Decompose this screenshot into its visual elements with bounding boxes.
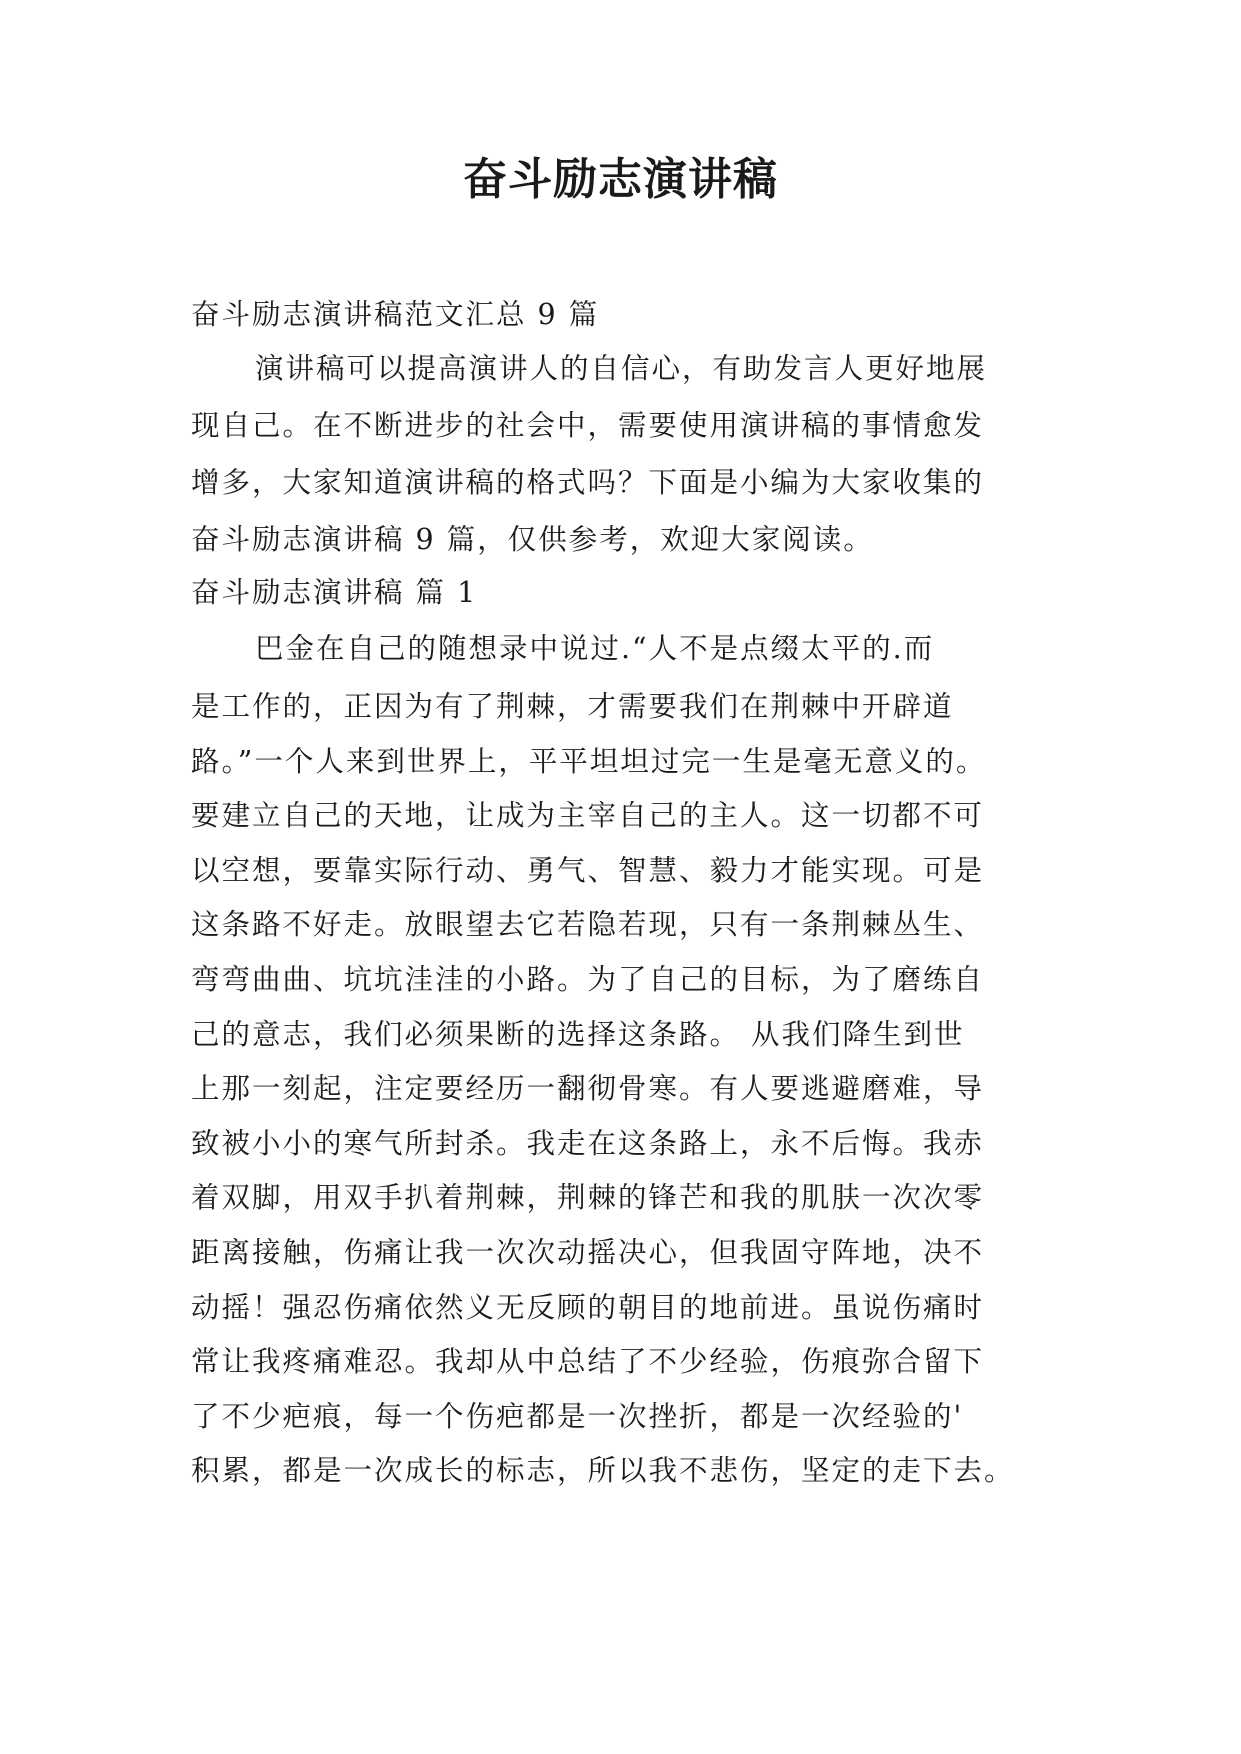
text-line: 这条路不好走。放眼望去它若隐若现，只有一条荆棘丛生、 [191,908,985,942]
text-line: 己的意志，我们必须果断的选择这条路。 从我们降生到世 [191,1017,965,1051]
text-line: 积累，都是一次成长的标志，所以我不悲伤，坚定的走下去。 [191,1454,1015,1488]
text-line: 致被小小的寒气所封杀。我走在这条路上，永不后悔。我赤 [191,1126,985,1160]
text-line: 着双脚，用双手扒着荆棘，荆棘的锋芒和我的肌肤一次次零 [191,1181,985,1215]
text-line: 演讲稿可以提高演讲人的自信心，有助发言人更好地展 [255,352,988,385]
text-line: 要建立自己的天地，让成为主宰自己的主人。这一切都不可 [191,799,985,833]
text-line: 是工作的，正因为有了荆棘，才需要我们在荆棘中开辟道 [191,690,954,723]
text-line: 增多，大家知道演讲稿的格式吗？下面是小编为大家收集的 [191,466,985,499]
text-line: 了不少疤痕，每一个伤疤都是一次挫折，都是一次经验的' [191,1399,964,1433]
section-heading: 奋斗励志演讲稿 篇 1 [191,576,478,609]
text-line: 以空想，要靠实际行动、勇气、智慧、毅力才能实现。可是 [191,853,985,887]
text-line: 巴金在自己的随想录中说过.“人不是点缀太平的.而 [255,632,935,665]
text-line: 上那一刻起，注定要经历一翻彻骨寒。有人要逃避磨难，导 [191,1072,985,1106]
text-line: 现自己。在不断进步的社会中，需要使用演讲稿的事情愈发 [191,409,985,442]
text-line: 弯弯曲曲、坑坑洼洼的小路。为了自己的目标，为了磨练自 [191,962,985,996]
text-line: 路。”一个人来到世界上，平平坦坦过完一生是毫无意义的。 [191,744,987,778]
text-line: 常让我疼痛难忍。我却从中总结了不少经验，伤痕弥合留下 [191,1345,985,1379]
intro-paragraph [191,340,1091,568]
document-title: 奋斗励志演讲稿 [463,154,778,205]
document-subtitle: 奋斗励志演讲稿范文汇总 9 篇 [191,298,600,331]
text-line: 动摇！强忍伤痛依然义无反顾的朝目的地前进。虽说伤痛时 [191,1290,985,1324]
text-line: 距离接触，伤痛让我一次次动摇决心，但我固守阵地，决不 [191,1235,985,1269]
text-line: 奋斗励志演讲稿 9 篇，仅供参考，欢迎大家阅读。 [191,523,874,556]
document-body [191,290,1091,1499]
section-1-paragraph [191,618,1091,1499]
